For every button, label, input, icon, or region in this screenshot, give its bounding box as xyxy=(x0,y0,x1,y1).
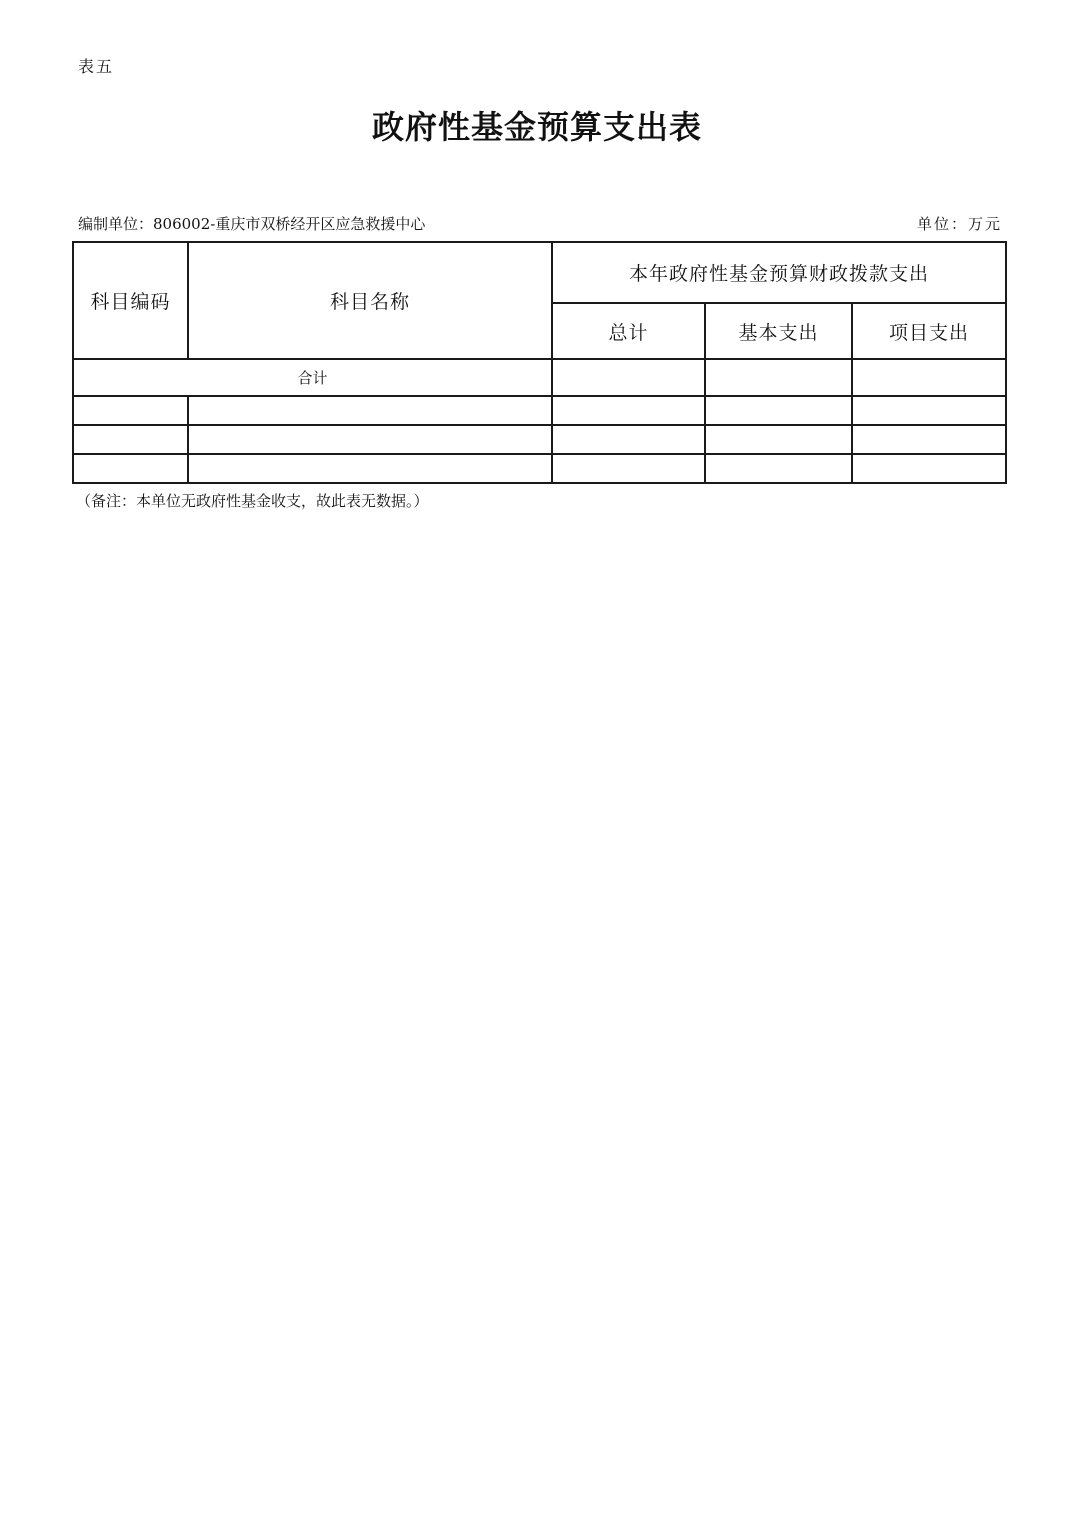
header-project-expenditure: 项目支出 xyxy=(852,303,1006,359)
table-row xyxy=(73,425,1006,454)
currency-unit: 单位：万元 xyxy=(916,215,1002,233)
cell-name xyxy=(188,454,552,483)
total-cell-total xyxy=(552,359,705,396)
total-cell-project xyxy=(852,359,1006,396)
cell-project xyxy=(852,425,1006,454)
header-basic-expenditure: 基本支出 xyxy=(705,303,852,359)
cell-name xyxy=(188,396,552,425)
cell-code xyxy=(73,425,188,454)
compiling-unit: 编制单位：806002-重庆市双桥经开区应急救援中心 xyxy=(78,215,426,233)
cell-name xyxy=(188,425,552,454)
cell-basic xyxy=(705,425,852,454)
table-row xyxy=(73,454,1006,483)
cell-total xyxy=(552,425,705,454)
cell-total xyxy=(552,454,705,483)
cell-basic xyxy=(705,454,852,483)
page-title: 政府性基金预算支出表 xyxy=(371,108,702,146)
expenditure-table xyxy=(72,241,1007,484)
total-cell-basic xyxy=(705,359,852,396)
cell-basic xyxy=(705,396,852,425)
table-number-label: 表五 xyxy=(78,57,115,76)
header-row-1 xyxy=(73,242,1006,303)
table-row xyxy=(73,396,1006,425)
cell-total xyxy=(552,396,705,425)
header-subject-name: 科目名称 xyxy=(188,242,552,359)
header-subject-code: 科目编码 xyxy=(73,242,188,359)
header-total: 总计 xyxy=(552,303,705,359)
cell-code xyxy=(73,396,188,425)
total-row xyxy=(73,359,1006,396)
total-label: 合计 xyxy=(73,359,552,396)
cell-project xyxy=(852,454,1006,483)
remark-note: （备注：本单位无政府性基金收支，故此表无数据。） xyxy=(76,492,429,510)
cell-project xyxy=(852,396,1006,425)
header-fund-expenditure-group: 本年政府性基金预算财政拨款支出 xyxy=(552,242,1006,303)
cell-code xyxy=(73,454,188,483)
